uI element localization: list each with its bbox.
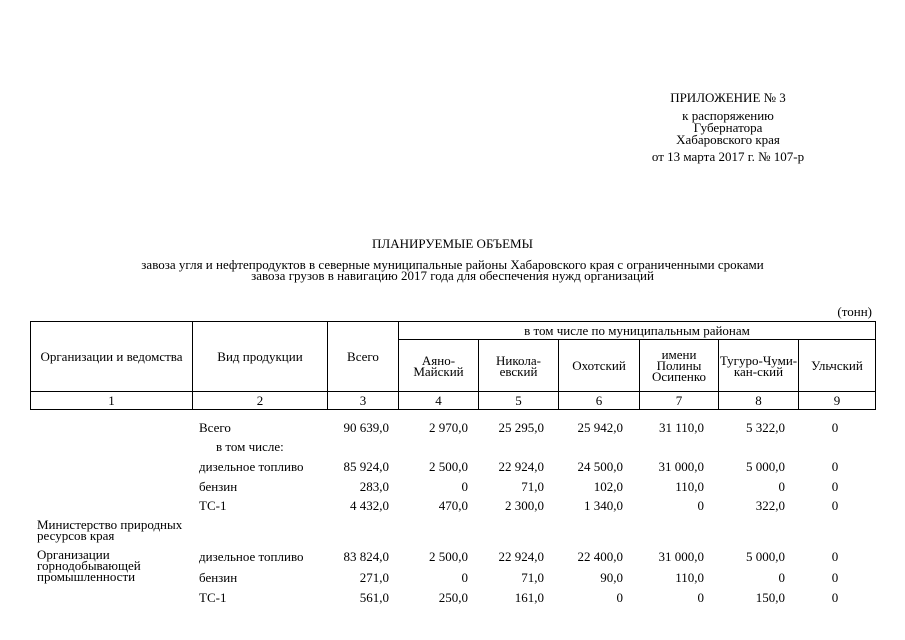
column-number-7: 7	[640, 392, 719, 410]
value-cell: 83 824,0	[343, 549, 389, 564]
header-product: Вид продукции	[193, 322, 328, 392]
approval-block	[618, 92, 838, 163]
header-org: Организации и ведомства	[31, 322, 193, 392]
header-district-ayano-maysky: Аяно-Майский	[399, 340, 479, 392]
value-cell: 90,0	[600, 570, 623, 585]
product-cell: бензин	[199, 479, 238, 494]
value-cell: 0	[697, 590, 704, 605]
value-cell: 0	[461, 479, 468, 494]
header-districts-group: в том числе по муниципальным районам	[399, 322, 876, 340]
value-cell: 271,0	[359, 570, 389, 585]
value-cell: 2 970,0	[429, 420, 468, 435]
value-cell: 1 340,0	[584, 498, 623, 513]
appendix-title: ПРИЛОЖЕНИЕ № 3	[670, 90, 786, 105]
value-cell: 4 432,0	[350, 498, 389, 513]
value-cell: 5 322,0	[746, 420, 785, 435]
value-cell: 5 000,0	[746, 459, 785, 474]
unit-label: (тонн)	[837, 304, 872, 319]
value-cell: 24 500,0	[577, 459, 623, 474]
product-cell: ТС-1	[199, 590, 227, 605]
ministry-label: Министерство природных ресурсов края	[37, 517, 183, 543]
approval-line-1: к распоряжению	[682, 108, 774, 123]
header-district-nikolaevsky: Никола-евский	[479, 340, 559, 392]
value-cell: 561,0	[359, 590, 389, 605]
value-cell: 283,0	[359, 479, 389, 494]
column-number-6: 6	[559, 392, 640, 410]
value-cell: 90 639,0	[343, 420, 389, 435]
value-cell: 0	[831, 479, 839, 494]
value-cell: 0	[616, 590, 623, 605]
value-cell: 71,0	[521, 479, 544, 494]
value-cell: 0	[778, 479, 785, 494]
approval-date: от 13 марта 2017 г. № 107-р	[651, 149, 805, 164]
value-cell: 250,0	[438, 590, 468, 605]
value-cell: 71,0	[521, 570, 544, 585]
product-cell: Всего	[199, 420, 231, 435]
column-number-2: 2	[193, 392, 328, 410]
document-title: ПЛАНИРУЕМЫЕ ОБЪЕМЫ	[372, 236, 533, 251]
value-cell: 161,0	[514, 590, 544, 605]
value-cell: 0	[831, 498, 839, 513]
header-district-tuguro-chumikansky: Тугуро-Чумикан-ский	[719, 340, 799, 392]
header-total: Всего	[328, 322, 399, 392]
column-number-4: 4	[399, 392, 479, 410]
column-number-3: 3	[328, 392, 399, 410]
product-cell: бензин	[199, 570, 238, 585]
value-cell: 110,0	[675, 570, 704, 585]
value-cell: 85 924,0	[343, 459, 389, 474]
value-cell: 2 500,0	[429, 549, 468, 564]
approval-line-2: Губернатора	[693, 120, 763, 135]
value-cell: 0	[697, 498, 704, 513]
product-cell: в том числе:	[216, 439, 284, 454]
value-cell: 5 000,0	[746, 549, 785, 564]
value-cell: 150,0	[755, 590, 785, 605]
value-cell: 25 942,0	[577, 420, 623, 435]
value-cell: 22 924,0	[498, 549, 544, 564]
column-number-9: 9	[799, 392, 876, 410]
value-cell: 0	[831, 590, 839, 605]
value-cell: 0	[831, 459, 839, 474]
value-cell: 0	[831, 420, 839, 435]
value-cell: 0	[831, 549, 839, 564]
header-district-ulchsky: Ульчский	[799, 340, 876, 392]
subtitle-line-1: завоза угля и нефтепродуктов в северные муниципальные районы Хабаровского края с ограниченными сроками	[141, 257, 764, 272]
header-district-okhotsky: Охотский	[559, 340, 640, 392]
value-cell: 322,0	[755, 498, 785, 513]
header-district-osipenko: имени Полины Осипенко	[640, 340, 719, 392]
column-number-8: 8	[719, 392, 799, 410]
value-cell: 22 924,0	[498, 459, 544, 474]
product-cell: дизельное топливо	[199, 459, 304, 474]
value-cell: 470,0	[438, 498, 468, 513]
value-cell: 2 300,0	[505, 498, 544, 513]
product-cell: ТС-1	[199, 498, 227, 513]
value-cell: 31 110,0	[658, 420, 704, 435]
value-cell: 25 295,0	[498, 420, 544, 435]
table-header	[30, 321, 876, 410]
value-cell: 0	[778, 570, 785, 585]
approval-line-3: Хабаровского края	[676, 132, 780, 147]
document-subtitle	[0, 259, 905, 281]
value-cell: 2 500,0	[429, 459, 468, 474]
subtitle-line-2: завоза грузов в навигацию 2017 года для обеспечения нужд организаций	[251, 268, 654, 283]
mining-org-label: Организации горнодобывающей промышленности	[37, 547, 141, 584]
value-cell: 22 400,0	[577, 549, 623, 564]
value-cell: 31 000,0	[658, 459, 704, 474]
value-cell: 31 000,0	[658, 549, 704, 564]
product-cell: дизельное топливо	[199, 549, 304, 564]
value-cell: 102,0	[593, 479, 623, 494]
value-cell: 0	[461, 570, 468, 585]
value-cell: 0	[831, 570, 839, 585]
column-number-5: 5	[479, 392, 559, 410]
value-cell: 110,0	[675, 479, 704, 494]
column-number-1: 1	[31, 392, 193, 410]
